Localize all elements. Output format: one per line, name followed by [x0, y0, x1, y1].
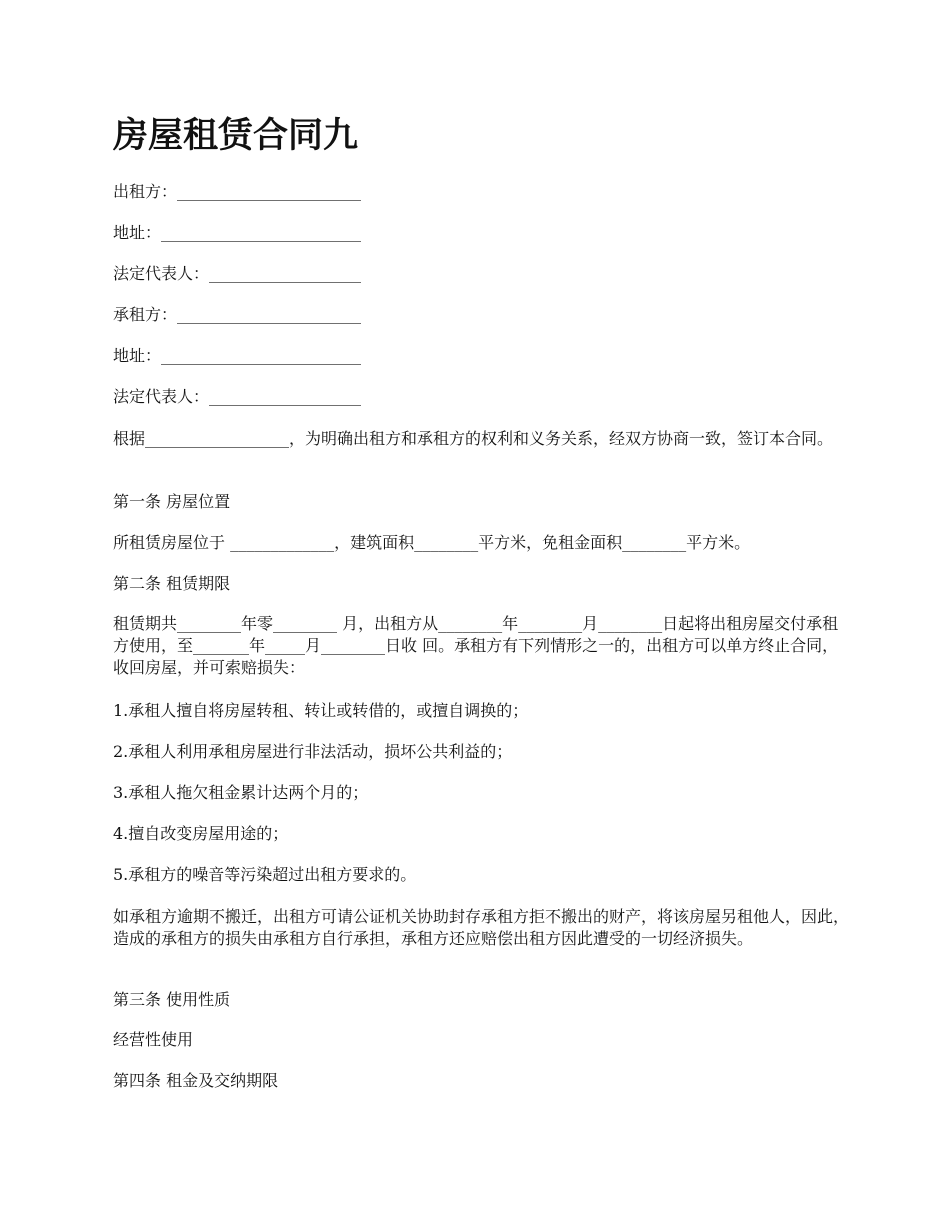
list-item: 5.承租方的噪音等污染超过出租方要求的。 [113, 865, 417, 884]
lessee-name-line: 承租方：_______________________ [113, 305, 362, 324]
article1-body: 所租赁房屋位于 _____________，建筑面积________平方米，免租金面积________平方米。 [113, 533, 751, 552]
list-item: 1.承租人擅自将房屋转租、转让或转借的，或擅自调换的； [113, 701, 529, 720]
article4-heading: 第四条 租金及交纳期限 [113, 1071, 279, 1090]
lessee-rep-line: 法定代表人：___________________ [113, 387, 362, 406]
article2-body: 租赁期共________年零________ 月，出租方从________年________月________日起将出租房屋交付承租方使用，至_______年_____月________日收 回。承租方有下列情形之一的，出租方可以单方终止合同，收回房屋，并可索赔损失： [113, 614, 839, 677]
preamble-paragraph: 根据__________________，为明确出租方和承租方的权利和义务关系，经双方协商一致，签订本合同。 [113, 429, 834, 448]
lessor-name-line: 出租方：_______________________ [113, 182, 362, 201]
list-item: 3.承租人拖欠租金累计达两个月的； [113, 783, 369, 802]
lessor-address-line: 地址：_________________________ [113, 223, 362, 242]
article2-heading: 第二条 租赁期限 [113, 574, 231, 593]
page-title: 房屋租赁合同九 [113, 115, 359, 156]
article3-body: 经营性使用 [113, 1030, 194, 1049]
article1-heading: 第一条 房屋位置 [113, 492, 231, 511]
list-item: 2.承租人利用承租房屋进行非法活动，损坏公共利益的； [113, 742, 513, 761]
overdue-paragraph: 如承租方逾期不搬迁，出租方可请公证机关协助封存承租方拒不搬出的财产，将该房屋另租他人，因此，造成的承租方的损失由承租方自行承担，承租方还应赔偿出租方因此遭受的一切经济损失。 [113, 907, 850, 948]
lessee-address-line: 地址：_________________________ [113, 346, 362, 365]
article3-heading: 第三条 使用性质 [113, 990, 231, 1009]
list-item: 4.擅自改变房屋用途的； [113, 824, 289, 843]
lessor-rep-line: 法定代表人：___________________ [113, 264, 362, 283]
